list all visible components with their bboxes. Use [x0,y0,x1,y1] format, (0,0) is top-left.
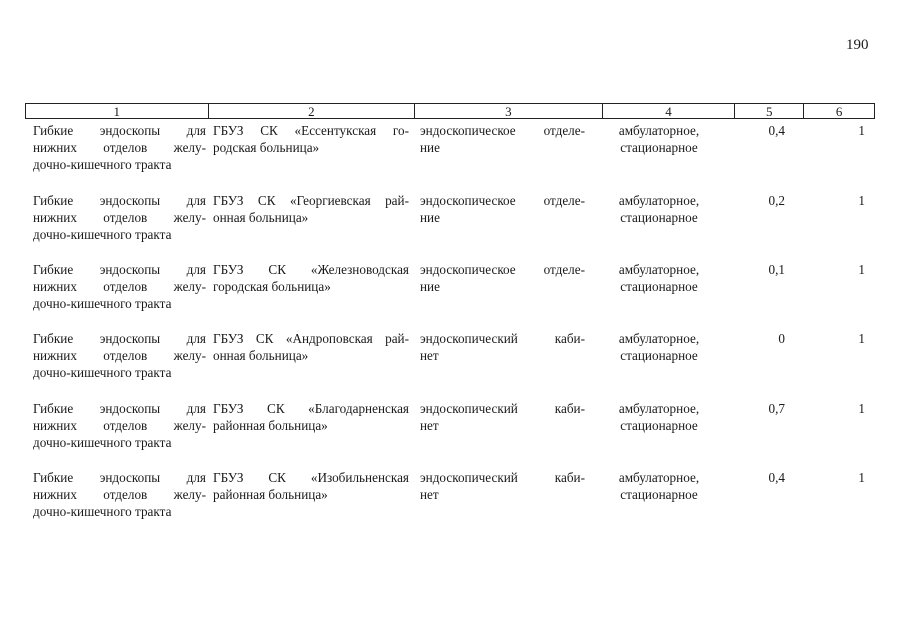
institution-cell: ГБУЗ СК «Андроповская рай- онная больница» [213,331,409,363]
header-col-2: 2 [209,104,416,118]
equipment-cell: Гибкие эндоскопы для нижних отделов желу- дочно-кишечного тракта [33,193,206,242]
department-cell: эндоскопический каби- нет [420,470,585,502]
count-cell: 1 [858,470,865,485]
institution-cell: ГБУЗ СК «Георгиевская рай- онная больница» [213,193,409,225]
header-col-3: 3 [415,104,603,118]
equipment-cell: Гибкие эндоскопы для нижних отделов желу- дочно-кишечного тракта [33,331,206,380]
care-type-cell: амбулаторное, стационарное [618,401,700,433]
header-col-1: 1 [26,104,209,118]
institution-cell: ГБУЗ СК «Благодарненская районная больница» [213,401,409,433]
department-cell: эндоскопическое отделе- ние [420,262,585,294]
table-header [25,103,875,119]
care-type-cell: амбулаторное, стационарное [618,123,700,155]
count-cell: 1 [858,123,865,138]
equipment-cell: Гибкие эндоскопы для нижних отделов желу- дочно-кишечного тракта [33,401,206,450]
equipment-cell: Гибкие эндоскопы для нижних отделов желу- дочно-кишечного тракта [33,470,206,519]
equipment-cell: Гибкие эндоскопы для нижних отделов желу- дочно-кишечного тракта [33,123,206,172]
care-type-cell: амбулаторное, стационарное [618,331,700,363]
page-number: 190 [846,37,869,53]
count-cell: 1 [858,331,865,346]
value-cell: 0,4 [768,470,785,485]
department-cell: эндоскопический каби- нет [420,331,585,363]
header-col-5: 5 [735,104,804,118]
header-col-6: 6 [835,104,843,119]
value-cell: 0,2 [768,193,785,208]
value-cell: 0,4 [768,123,785,138]
care-type-cell: амбулаторное, стационарное [618,262,700,294]
department-cell: эндоскопическое отделе- ние [420,123,585,155]
department-cell: эндоскопический каби- нет [420,401,585,433]
count-cell: 1 [858,193,865,208]
value-cell: 0 [778,331,785,346]
value-cell: 0,1 [768,262,785,277]
count-cell: 1 [858,262,865,277]
institution-cell: ГБУЗ СК «Железноводская городская больница» [213,262,409,294]
department-cell: эндоскопическое отделе- ние [420,193,585,225]
value-cell: 0,7 [768,401,785,416]
institution-cell: ГБУЗ СК «Ессентукская го- родская больница» [213,123,409,155]
institution-cell: ГБУЗ СК «Изобильненская районная больница» [213,470,409,502]
care-type-cell: амбулаторное, стационарное [618,193,700,225]
equipment-cell: Гибкие эндоскопы для нижних отделов желу- дочно-кишечного тракта [33,262,206,311]
header-col-4: 4 [603,104,736,118]
count-cell: 1 [858,401,865,416]
care-type-cell: амбулаторное, стационарное [618,470,700,502]
